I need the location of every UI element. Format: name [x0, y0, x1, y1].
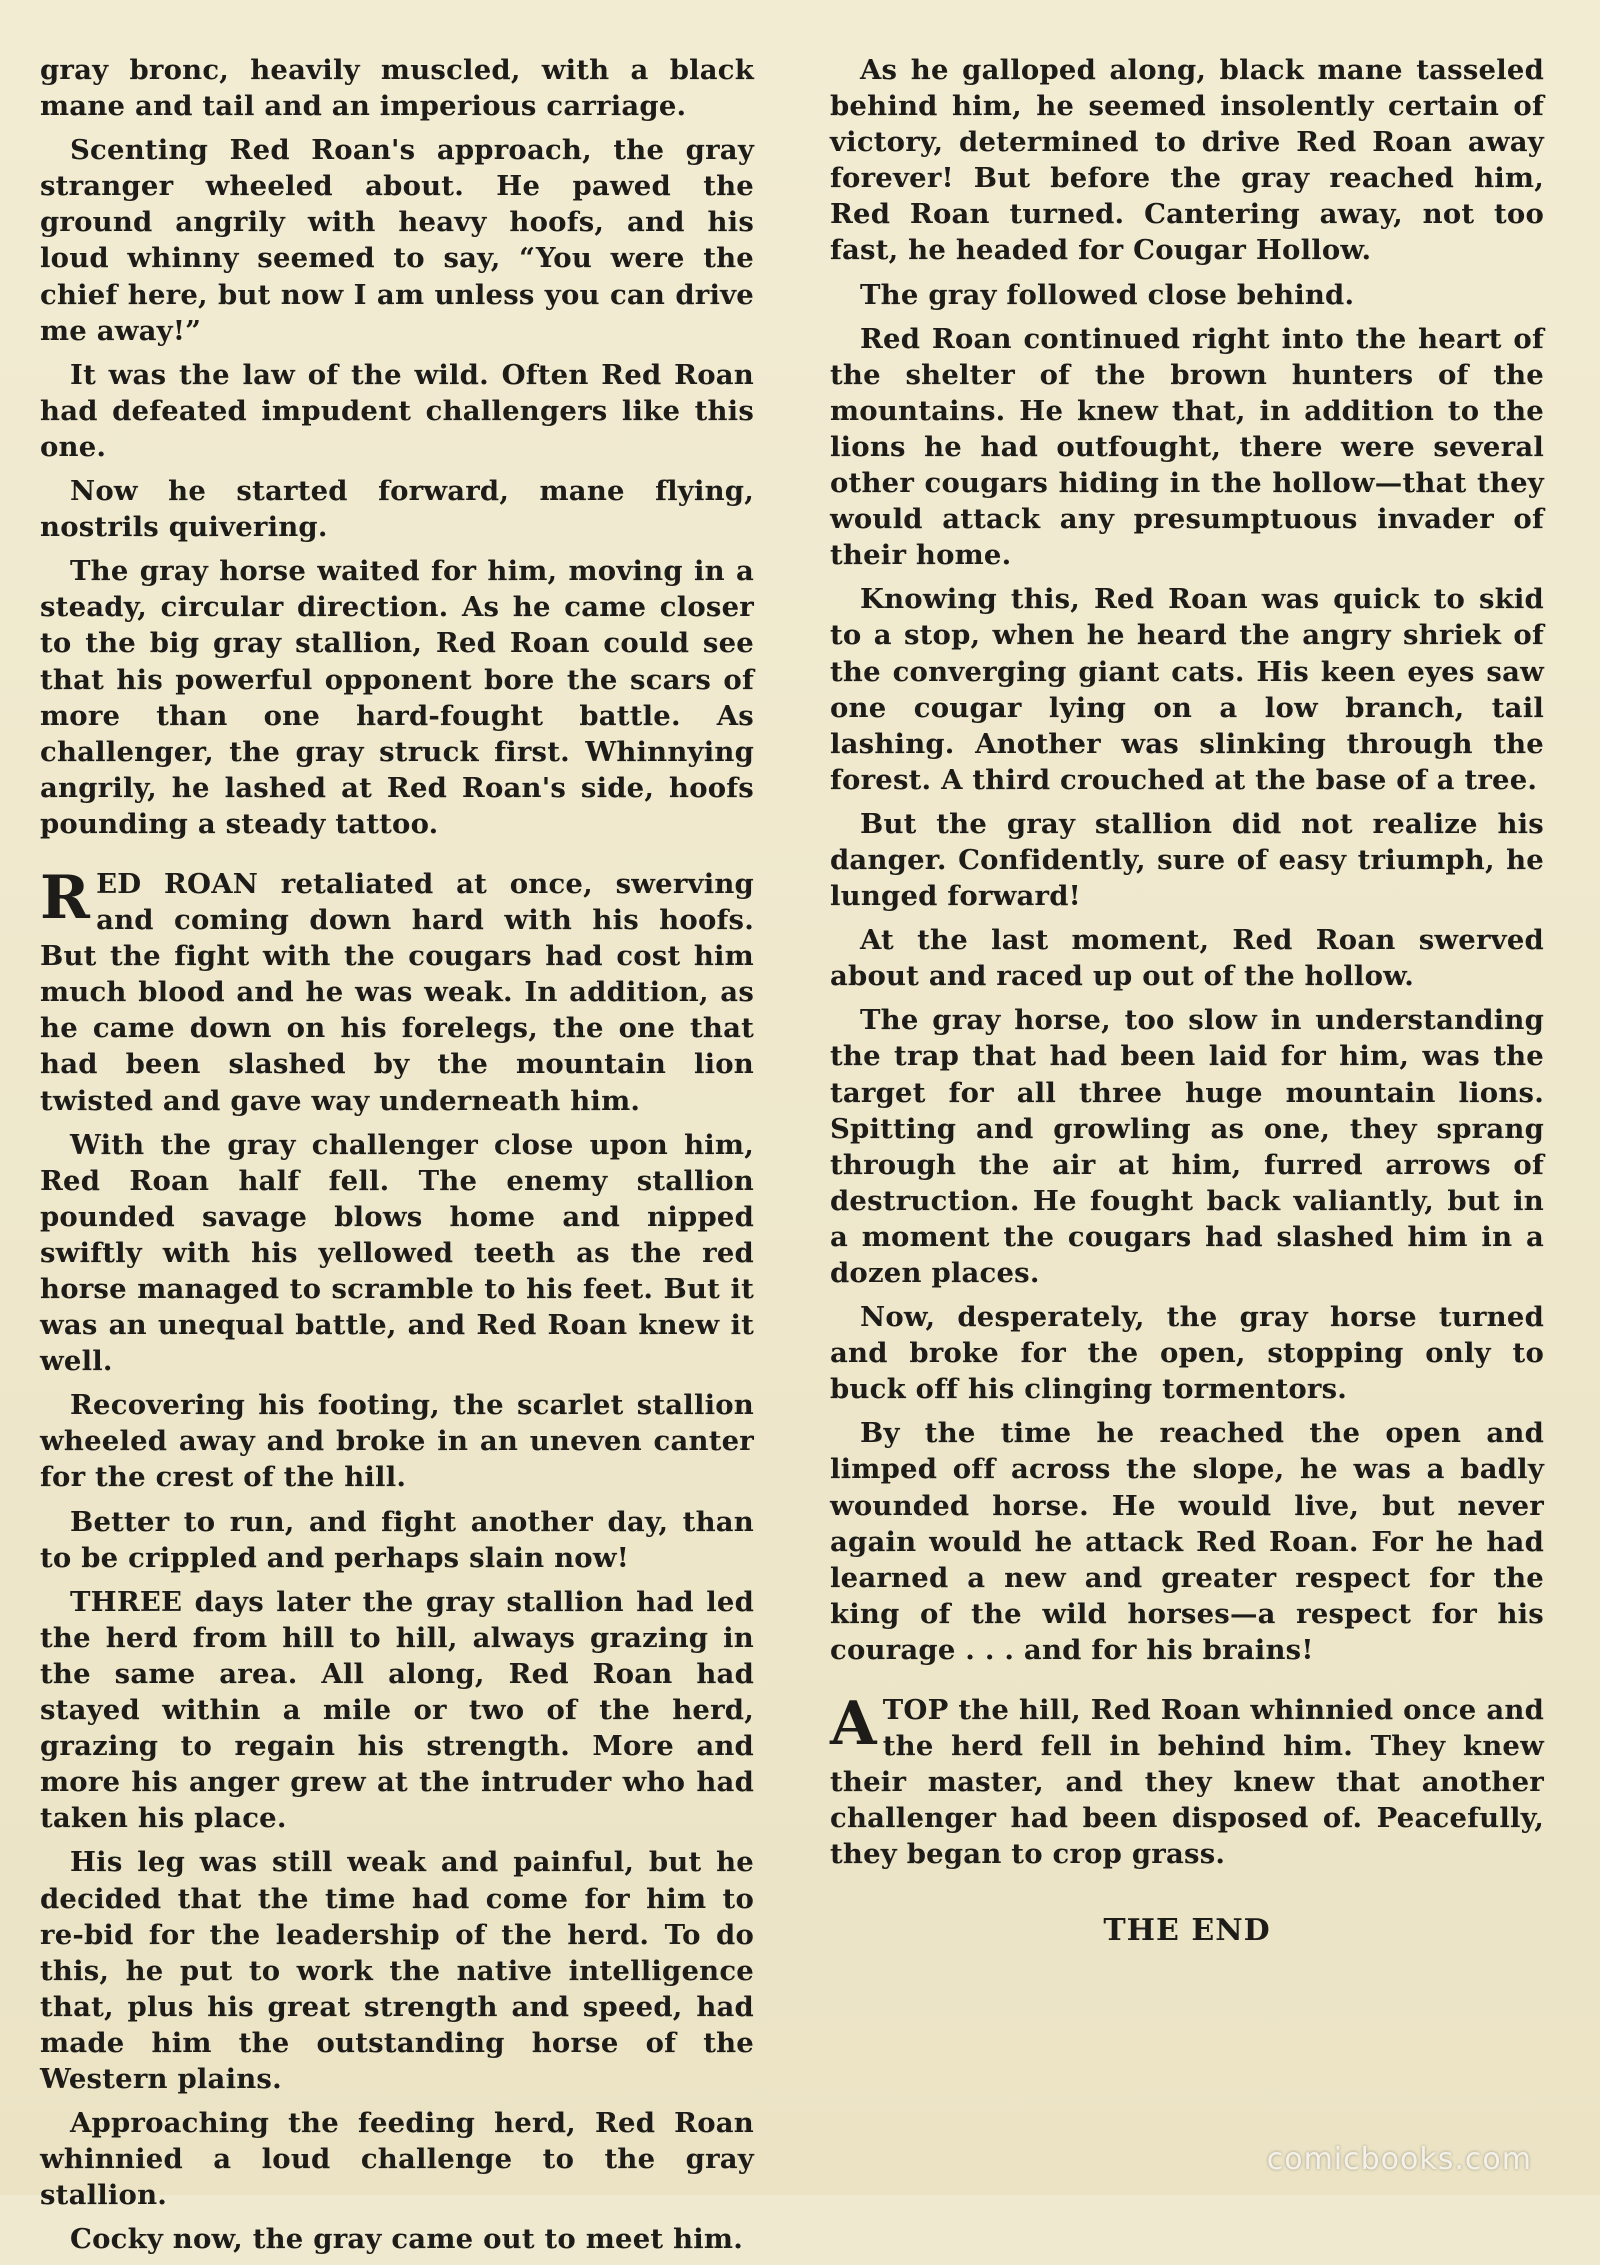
paragraph [40, 357, 754, 465]
drop-cap: R [40, 862, 91, 933]
paragraph-text: Red Roan continued right into the heart of the shelter of the brown hunters of the mountains. He knew that, in addition to the lions he had outfought, there were several other cougars hiding in the hollow—that they would attack any presumptuous invader of their home. [830, 322, 1544, 572]
paragraph-text: Now he started forward, mane flying, nostrils quivering. [40, 475, 754, 544]
paragraph-text: The gray horse, too slow in understanding the trap that had been laid for him, was the target for all three huge mountain lions. Spitting and growling as one, they sprang through the air at him, furred arrows of destruction. He fought back valiantly, but in a moment the cougars had slashed him in a dozen places. [830, 1004, 1544, 1289]
paragraph [40, 553, 754, 842]
paragraph [830, 806, 1544, 914]
paragraph-text: Knowing this, Red Roan was quick to skid to a stop, when he heard the angry shriek of the converging giant cats. His keen eyes saw one cougar lying on a low branch, tail lashing. Another was slinking through the forest. A third crouched at the base of a tree. [830, 583, 1544, 796]
paragraph [40, 862, 754, 1119]
paragraph-text: gray bronc, heavily muscled, with a black mane and tail and an imperious carriage. [40, 54, 754, 123]
paragraph [830, 1299, 1544, 1407]
paragraph [830, 1002, 1544, 1291]
paragraph [830, 277, 1544, 313]
paragraph-text: Scenting Red Roan's approach, the gray stranger wheeled about. He pawed the ground angrily with heavy hoofs, and his loud whinny seemed to say, “You were the chief here, but now I am unless you can drive me away!” [40, 134, 754, 347]
paragraph-text: But the gray stallion did not realize his danger. Confidently, sure of easy triumph, he lunged forward! [830, 807, 1544, 913]
paragraph-text: TOP the hill, Red Roan whinnied once and the herd fell in behind him. They knew their master, and they knew that another challenger had been disposed of. Peacefully, they began to crop grass. [830, 1694, 1544, 1871]
paragraph [830, 581, 1544, 798]
drop-cap: A [830, 1689, 877, 1760]
paragraph-text: Better to run, and fight another day, than to be crippled and perhaps slain now! [40, 1505, 754, 1574]
paragraph-text: At the last moment, Red Roan swerved about and raced up out of the hollow. [830, 924, 1544, 993]
paragraph-text: With the gray challenger close upon him, Red Roan half fell. The enemy stallion pounded savage blows home and nipped swiftly with his yellowed teeth as the red horse managed to scramble to his feet. But it was an unequal battle, and Red Roan knew it well. [40, 1128, 754, 1378]
paragraph [40, 1127, 754, 1380]
paragraph-text: Approaching the feeding herd, Red Roan whinnied a loud challenge to the gray stallion. [40, 2107, 754, 2212]
right-column [830, 52, 1544, 1949]
paragraph [830, 1689, 1544, 1872]
paragraph [830, 52, 1544, 269]
paragraph [830, 922, 1544, 994]
paragraph [830, 321, 1544, 574]
paragraph [40, 2221, 754, 2257]
site-watermark: comicbooks.com [1266, 2142, 1532, 2177]
paragraph-text: It was the law of the wild. Often Red Roan had defeated impudent challengers like this one. [40, 358, 754, 463]
paragraph-text: As he galloped along, black mane tasseled behind him, he seemed insolently certain of victory, determined to drive Red Roan away forever! But before the gray reached him, Red Roan turned. Cantering away, not too fast, he headed for Cougar Hollow. [830, 54, 1544, 267]
paragraph [40, 1584, 754, 1837]
paragraph [40, 1387, 754, 1495]
paragraph [40, 1504, 754, 1576]
end-label: THE END [1103, 1912, 1271, 1948]
paragraph-text: By the time he reached the open and limped off across the slope, he was a badly wounded horse. He would live, but never again would he attack Red Roan. For he had learned a new and greater respect for the king of the wild horses—a respect for his courage . . . and for his brains! [830, 1417, 1544, 1666]
paragraph [40, 132, 754, 349]
paragraph-text: Recovering his footing, the scarlet stallion wheeled away and broke in an uneven canter for the crest of the hill. [40, 1389, 754, 1494]
left-column [40, 52, 754, 2265]
paragraph-text: His leg was still weak and painful, but he decided that the time had come for him to re-bid for the leadership of the herd. To do this, he put to work the native intelligence that, plus his great strength and speed, had made him the outstanding horse of the Western plains. [40, 1846, 754, 2095]
paragraph-text: Cocky now, the gray came out to meet him. [70, 2223, 743, 2256]
paragraph-text: The gray followed close behind. [860, 278, 1355, 311]
paragraph [40, 52, 754, 124]
paragraph [830, 1415, 1544, 1668]
paragraph-text: Now, desperately, the gray horse turned and broke for the open, stopping only to buck off his clinging tormentors. [830, 1301, 1544, 1406]
paragraph-text: ED ROAN retaliated at once, swerving and coming down hard with his hoofs. But the fight with the cougars had cost him much blood and he was weak. In addition, as he came down on his forelegs, the one that had been slashed by the mountain lion twisted and gave way underneath him. [40, 867, 754, 1117]
paragraph-text: The gray horse waited for him, moving in a steady, circular direction. As he came closer to the big gray stallion, Red Roan could see that his powerful opponent bore the scars of more than one hard-fought battle. As challenger, the gray struck first. Whinnying angrily, he lashed at Red Roan's side, hoofs pounding a steady tattoo. [40, 555, 754, 840]
paragraph [40, 2105, 754, 2213]
paragraph-text: THREE days later the gray stallion had led the herd from hill to hill, always grazing in the same area. All along, Red Roan had stayed within a mile or two of the herd, grazing to regain his strength. More and more his anger grew at the intruder who had taken his place. [40, 1585, 754, 1835]
paragraph [40, 473, 754, 545]
paragraph [40, 1844, 754, 2097]
